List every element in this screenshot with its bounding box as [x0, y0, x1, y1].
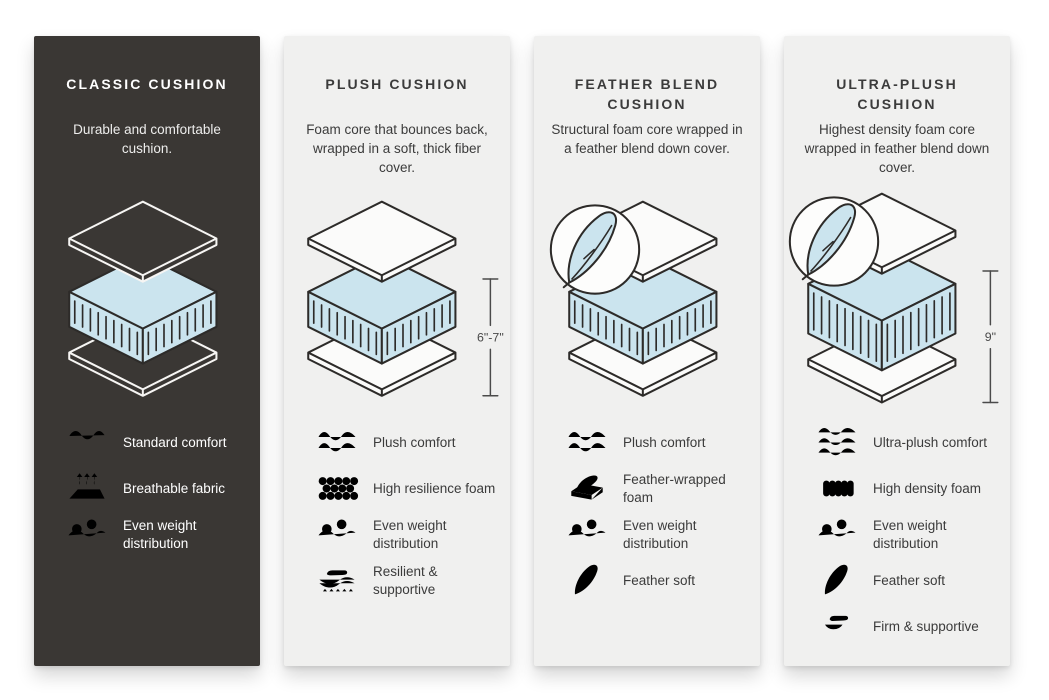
layered-cushion-diagram: [49, 198, 244, 400]
dimension-label: 6"-7": [477, 330, 505, 345]
even-weight-icon: [564, 516, 610, 553]
cushion-card-classic: [34, 36, 260, 666]
breathable-icon: [64, 470, 110, 507]
feature-list: [284, 420, 510, 608]
cushion-card-ultra-plush: [784, 36, 1010, 666]
feather-icon: [814, 562, 860, 599]
feature-row: [314, 516, 496, 553]
feather-badge: [790, 198, 878, 286]
feature-row: [314, 424, 496, 461]
feature-list: [784, 420, 1010, 654]
feature-list: [534, 420, 760, 608]
cushion-illustration: [534, 178, 760, 420]
dimension-marker: [477, 279, 504, 396]
resilient-supportive-icon: [314, 562, 360, 599]
wave-double-icon: [564, 424, 610, 461]
cover-layer: [309, 201, 456, 281]
cushion-card-feather-blend: [534, 36, 760, 666]
wave-single-icon: [64, 424, 110, 461]
even-weight-icon: [814, 516, 860, 553]
feature-row: [314, 470, 496, 507]
feature-row: [64, 424, 246, 461]
feature-label: Standard comfort: [123, 434, 227, 450]
feature-row: [814, 608, 996, 645]
card-description: Highest density foam core wrapped in feather blend down cover.: [804, 122, 990, 176]
firm-supportive-icon: [814, 608, 860, 645]
even-weight-icon: [64, 516, 110, 553]
wave-triple-icon: [814, 424, 860, 461]
feature-label: Even weight distribution: [623, 517, 697, 551]
feature-label: Resilient & supportive: [373, 563, 438, 597]
feature-row: [814, 516, 996, 553]
feature-row: [64, 470, 246, 507]
feature-list: [34, 420, 260, 562]
feather-badge: [551, 205, 639, 293]
feature-label: Even weight distribution: [873, 517, 947, 551]
dimension-label: 9": [985, 330, 997, 345]
card-description: Structural foam core wrapped in a feather blend down cover.: [551, 122, 743, 157]
cushion-illustration: [34, 178, 260, 420]
card-title: FEATHER BLEND CUSHION: [574, 76, 720, 113]
feature-row: [564, 562, 746, 599]
layered-cushion-diagram: [288, 198, 505, 400]
feature-row: [814, 470, 996, 507]
cushion-cards-row: [34, 36, 1010, 666]
cover-layer: [70, 201, 217, 281]
card-title: CLASSIC CUSHION: [66, 76, 228, 92]
layered-cushion-diagram: [549, 198, 744, 400]
cushion-illustration: [784, 178, 1010, 420]
cushion-illustration: [284, 178, 510, 420]
feather-foam-icon: [564, 470, 610, 507]
feature-label: Feather-wrapped foam: [623, 471, 726, 505]
wave-double-icon: [314, 424, 360, 461]
feature-row: [64, 516, 246, 553]
feather-icon: [564, 562, 610, 599]
feature-label: Even weight distribution: [123, 517, 197, 551]
feature-row: [564, 516, 746, 553]
feature-row: [814, 562, 996, 599]
feature-label: High density foam: [873, 480, 982, 496]
feature-label: Breathable fabric: [123, 480, 226, 496]
cushion-card-plush: [284, 36, 510, 666]
feature-label: Plush comfort: [373, 434, 456, 450]
feature-label: Firm & supportive: [873, 618, 979, 634]
feature-row: [314, 562, 496, 599]
feature-label: Feather soft: [623, 572, 696, 588]
dimension-marker: [983, 271, 998, 403]
feature-row: [564, 424, 746, 461]
card-title: PLUSH CUSHION: [325, 76, 469, 92]
feature-row: [814, 424, 996, 461]
feature-row: [564, 470, 746, 507]
card-description: Foam core that bounces back, wrapped in a soft, thick fiber cover.: [306, 122, 488, 176]
density-foam-icon: [814, 470, 860, 507]
card-title: ULTRA-PLUSH CUSHION: [836, 76, 958, 113]
resilience-foam-icon: [314, 470, 360, 507]
feature-label: High resilience foam: [373, 480, 496, 496]
layered-cushion-diagram: [788, 190, 1005, 407]
feature-label: Ultra-plush comfort: [873, 434, 988, 450]
feature-label: Even weight distribution: [373, 517, 447, 551]
card-description: Durable and comfortable cushion.: [73, 122, 221, 157]
even-weight-icon: [314, 516, 360, 553]
feature-label: Plush comfort: [623, 434, 706, 450]
feature-label: Feather soft: [873, 572, 946, 588]
